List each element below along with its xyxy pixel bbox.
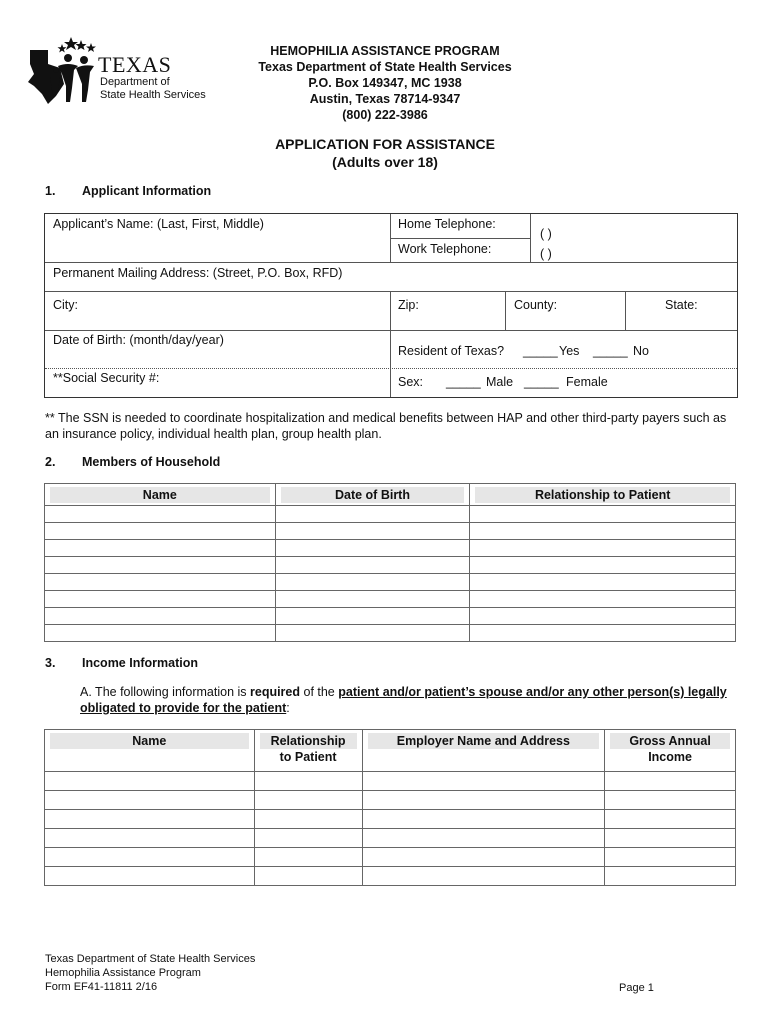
- section-2-title: Members of Household: [82, 455, 221, 469]
- household-dob-cell[interactable]: [275, 523, 470, 540]
- household-relationship-cell[interactable]: [470, 625, 736, 642]
- income-gross-cell[interactable]: [605, 829, 736, 848]
- income-gross-cell[interactable]: [605, 772, 736, 791]
- income-row: [45, 829, 736, 848]
- income-relationship-cell[interactable]: [254, 772, 362, 791]
- state-field[interactable]: State:: [665, 298, 698, 312]
- household-relationship-cell[interactable]: [470, 608, 736, 625]
- household-header-row: [45, 484, 736, 506]
- income-intro-suffix: :: [286, 701, 290, 715]
- income-gross-cell[interactable]: [605, 791, 736, 810]
- household-dob-cell[interactable]: [275, 625, 470, 642]
- income-name-cell[interactable]: [45, 867, 255, 886]
- household-row: [45, 574, 736, 591]
- form-title: [200, 135, 570, 171]
- household-relationship-cell[interactable]: [470, 506, 736, 523]
- household-name-cell[interactable]: [45, 625, 276, 642]
- income-row: [45, 791, 736, 810]
- footer-form-number: Form EF41-11811 2/16: [45, 981, 158, 993]
- household-name-cell[interactable]: [45, 574, 276, 591]
- ssn-note: ** The SSN is needed to coordinate hospitalization and medical benefits between HAP and other third-party payers such as an insurance policy, individual health plan, group health plan.: [45, 411, 727, 441]
- household-members-table: [44, 483, 736, 642]
- income-employer-cell[interactable]: [362, 810, 605, 829]
- program-name: HEMOPHILIA ASSISTANCE PROGRAM: [270, 44, 500, 58]
- resident-yes-blank[interactable]: _____: [523, 344, 558, 358]
- zip-field[interactable]: Zip:: [398, 298, 419, 312]
- income-col-relationship-line2: to Patient: [279, 750, 337, 764]
- household-row: [45, 591, 736, 608]
- household-name-cell[interactable]: [45, 591, 276, 608]
- household-row: [45, 608, 736, 625]
- income-intro-underlined: patient and/or patient’s spouse and/or any other person(s) legally obligated to provide for the patient: [80, 685, 727, 715]
- income-header-row: [45, 730, 736, 772]
- income-col-relationship-line1: Relationship: [260, 733, 357, 749]
- income-col-gross-line1: Gross Annual: [610, 733, 730, 749]
- household-col-name: Name: [45, 484, 276, 506]
- logo-department-line1: Department of: [100, 76, 170, 88]
- section-1-number: 1.: [45, 184, 56, 198]
- household-name-cell[interactable]: [45, 523, 276, 540]
- work-telephone-label: Work Telephone:: [398, 242, 492, 256]
- agency-phone: (800) 222-3986: [342, 108, 428, 122]
- agency-name: Texas Department of State Health Services: [258, 60, 512, 74]
- social-security-field[interactable]: **Social Security #:: [53, 371, 160, 385]
- income-intro-required: required: [250, 685, 301, 699]
- income-relationship-cell[interactable]: [254, 848, 362, 867]
- form-title-main: APPLICATION FOR ASSISTANCE: [275, 136, 495, 152]
- section-3-number: 3.: [45, 656, 56, 670]
- household-dob-cell[interactable]: [275, 608, 470, 625]
- household-dob-cell[interactable]: [275, 591, 470, 608]
- sex-male-label: Male: [486, 375, 514, 389]
- resident-yes-label: Yes: [559, 344, 580, 358]
- household-relationship-cell[interactable]: [470, 591, 736, 608]
- mailing-address-field[interactable]: Permanent Mailing Address: (Street, P.O. Box, RFD): [53, 266, 343, 280]
- income-gross-cell[interactable]: [605, 867, 736, 886]
- income-col-gross-line2: Income: [648, 750, 692, 764]
- household-dob-cell[interactable]: [275, 506, 470, 523]
- income-col-name: Name: [45, 730, 255, 772]
- income-table: [44, 729, 736, 886]
- form-footer: [45, 952, 255, 994]
- county-field[interactable]: County:: [514, 298, 558, 312]
- texas-map-figures-icon: [26, 34, 106, 106]
- income-col-employer: Employer Name and Address: [362, 730, 605, 772]
- section-1-title: Applicant Information: [82, 184, 212, 198]
- income-col-gross-income: [605, 730, 736, 772]
- income-row: [45, 848, 736, 867]
- income-requirement-text: [80, 684, 735, 716]
- income-relationship-cell[interactable]: [254, 791, 362, 810]
- program-header: [230, 43, 540, 123]
- resident-no-label: No: [633, 344, 649, 358]
- sex-female-label: Female: [566, 375, 608, 389]
- footer-program: Hemophilia Assistance Program: [45, 967, 201, 979]
- income-employer-cell[interactable]: [362, 791, 605, 810]
- income-name-cell[interactable]: [45, 772, 255, 791]
- household-row: [45, 540, 736, 557]
- household-row: [45, 557, 736, 574]
- form-title-sub: (Adults over 18): [332, 154, 438, 170]
- logo-department-line2: State Health Services: [100, 89, 206, 101]
- income-name-cell[interactable]: [45, 810, 255, 829]
- applicant-name-field[interactable]: Applicant’s Name: (Last, First, Middle): [53, 217, 264, 231]
- household-name-cell[interactable]: [45, 608, 276, 625]
- sex-male-blank[interactable]: _____: [446, 375, 481, 389]
- income-intro-mid: of the: [300, 685, 339, 699]
- income-name-cell[interactable]: [45, 829, 255, 848]
- home-telephone-label: Home Telephone:: [398, 217, 496, 231]
- household-col-dob: Date of Birth: [275, 484, 470, 506]
- income-col-relationship: [254, 730, 362, 772]
- income-row: [45, 772, 736, 791]
- household-name-cell[interactable]: [45, 540, 276, 557]
- income-row: [45, 810, 736, 829]
- income-row: [45, 867, 736, 886]
- resident-of-texas-label: Resident of Texas?: [398, 344, 505, 358]
- footer-agency: Texas Department of State Health Services: [45, 953, 256, 965]
- section-3-title: Income Information: [82, 656, 198, 670]
- home-telephone-field[interactable]: ( ): [540, 227, 552, 241]
- household-dob-cell[interactable]: [275, 574, 470, 591]
- sex-label: Sex:: [398, 375, 424, 389]
- resident-no-blank[interactable]: _____: [593, 344, 628, 358]
- household-name-cell[interactable]: [45, 557, 276, 574]
- work-telephone-field[interactable]: ( ): [540, 247, 552, 261]
- income-intro-prefix: A. The following information is: [80, 685, 250, 699]
- income-employer-cell[interactable]: [362, 848, 605, 867]
- city-field[interactable]: City:: [53, 298, 78, 312]
- household-dob-cell[interactable]: [275, 557, 470, 574]
- household-name-cell[interactable]: [45, 506, 276, 523]
- logo-texas-text: TEXAS: [98, 52, 172, 77]
- agency-po-box: P.O. Box 149347, MC 1938: [308, 76, 462, 90]
- income-employer-cell[interactable]: [362, 772, 605, 791]
- household-row: [45, 523, 736, 540]
- agency-city: Austin, Texas 78714-9347: [309, 92, 461, 106]
- income-employer-cell[interactable]: [362, 829, 605, 848]
- date-of-birth-field[interactable]: Date of Birth: (month/day/year): [53, 333, 224, 347]
- household-row: [45, 506, 736, 523]
- household-row: [45, 625, 736, 642]
- income-relationship-cell[interactable]: [254, 867, 362, 886]
- income-gross-cell[interactable]: [605, 810, 736, 829]
- household-relationship-cell[interactable]: [470, 523, 736, 540]
- income-gross-cell[interactable]: [605, 848, 736, 867]
- household-relationship-cell[interactable]: [470, 540, 736, 557]
- household-relationship-cell[interactable]: [470, 557, 736, 574]
- household-dob-cell[interactable]: [275, 540, 470, 557]
- applicant-info-grid: [44, 213, 738, 398]
- income-name-cell[interactable]: [45, 791, 255, 810]
- household-relationship-cell[interactable]: [470, 574, 736, 591]
- income-relationship-cell[interactable]: [254, 829, 362, 848]
- income-relationship-cell[interactable]: [254, 810, 362, 829]
- logo-department-text: [100, 76, 206, 102]
- income-employer-cell[interactable]: [362, 867, 605, 886]
- sex-female-blank[interactable]: _____: [524, 375, 559, 389]
- section-2-number: 2.: [45, 455, 56, 469]
- page-number: Page 1: [619, 982, 654, 994]
- household-col-relationship: Relationship to Patient: [470, 484, 736, 506]
- income-name-cell[interactable]: [45, 848, 255, 867]
